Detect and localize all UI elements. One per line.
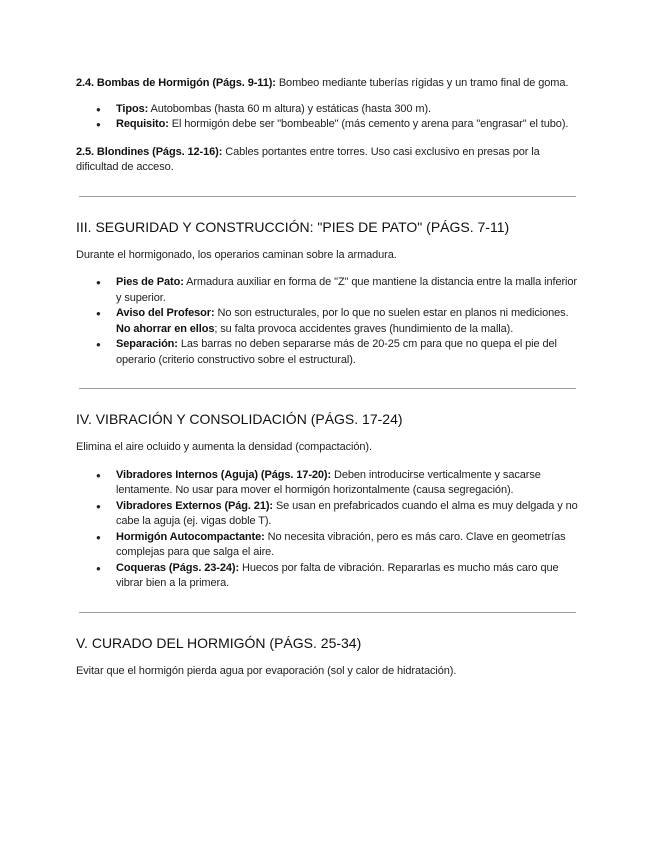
list-item-text: El hormigón debe ser "bombeable" (más cemento y arena para "engrasar" el tubo). <box>168 118 569 130</box>
list-item-text: Armadura auxiliar en forma de "Z" que mantiene la distancia entre la malla inferior y superior. <box>116 276 577 304</box>
list-item <box>76 337 579 368</box>
section-2-4-list <box>76 102 579 133</box>
list-item-text: Autobombas (hasta 60 m altura) y estáticas (hasta 300 m). <box>148 102 431 115</box>
list-item <box>76 102 579 118</box>
section-2-5-label: 2.5. Blondines (Págs. 12-16): <box>76 145 223 158</box>
section-2-4-text: Bombeo mediante tuberías rígidas y un tramo final de goma. <box>275 77 569 89</box>
list-item <box>76 468 579 499</box>
list-item-text: Las barras no deben separarse más de 20-25 cm para que no quepa el pie del operario (criterio constructivo sobre el estructural). <box>116 338 557 366</box>
section-3-heading: III. SEGURIDAD Y CONSTRUCCIÓN: "PIES DE PATO" (PÁGS. 7-11) <box>76 218 510 235</box>
section-5-intro: Evitar que el hormigón pierda agua por evaporación (sol y calor de hidratación). <box>76 664 457 677</box>
list-item-label: Tipos: <box>116 102 149 115</box>
divider <box>79 612 576 613</box>
list-item-text: No son estructurales, por lo que no suelen estar en planos ni mediciones. <box>214 307 569 319</box>
list-item <box>76 306 579 337</box>
list-item <box>76 117 579 133</box>
list-item-label: Coqueras (Págs. 23-24): <box>116 561 240 574</box>
section-2-4-label: 2.4. Bombas de Hormigón (Págs. 9-11): <box>76 77 276 89</box>
section-3-intro: Durante el hormigonado, los operarios caminan sobre la armadura. <box>76 248 397 261</box>
section-5-heading: V. CURADO DEL HORMIGÓN (PÁGS. 25-34) <box>76 634 362 651</box>
list-item-label: Requisito: <box>116 118 169 130</box>
list-item-label: Hormigón Autocompactante: <box>116 530 265 543</box>
document-page <box>76 76 579 679</box>
section-3-list <box>76 275 579 368</box>
list-item-text: ; su falta provoca accidentes graves (hundimiento de la malla). <box>214 322 514 335</box>
list-item <box>76 275 579 306</box>
divider <box>79 388 576 389</box>
section-4-heading: IV. VIBRACIÓN Y CONSOLIDACIÓN (PÁGS. 17-24) <box>76 411 403 427</box>
list-item-text: Huecos por falta de vibración. Repararlas es mucho más caro que vibrar bien a la primera. <box>116 561 559 589</box>
list-item-label: Aviso del Profesor: <box>116 307 215 319</box>
section-4-list <box>76 468 579 592</box>
list-item-label: Pies de Pato: <box>116 276 184 288</box>
list-item <box>76 561 579 592</box>
section-4-intro: Elimina el aire ocluido y aumenta la densidad (compactación). <box>76 441 372 453</box>
list-item <box>76 499 579 530</box>
list-item-label: Vibradores Externos (Pág. 21): <box>116 499 273 512</box>
section-2-5-paragraph <box>76 145 579 176</box>
list-item <box>76 530 579 561</box>
section-2-4-paragraph <box>76 76 579 92</box>
divider <box>79 196 576 197</box>
list-item-text: No necesita vibración, pero es más caro. Clave en geometrías complejas para que salga el aire. <box>116 530 566 558</box>
section-2-5-text: Cables portantes entre torres. Uso casi exclusivo en presas por la dificultad de acceso. <box>76 145 540 173</box>
list-item-label: Vibradores Internos (Aguja) (Págs. 17-20): <box>116 468 332 481</box>
list-item-text: Se usan en prefabricados cuando el alma es muy delgada y no cabe la aguja (ej. vigas doble T). <box>116 499 578 527</box>
list-item-text: Deben introducirse verticalmente y sacarse lentamente. No usar para mover el hormigón horizontalmente (causa segregación). <box>116 468 541 496</box>
list-item-label: Separación: <box>116 338 178 350</box>
list-item-emphasis: No ahorrar en ellos <box>116 322 215 335</box>
